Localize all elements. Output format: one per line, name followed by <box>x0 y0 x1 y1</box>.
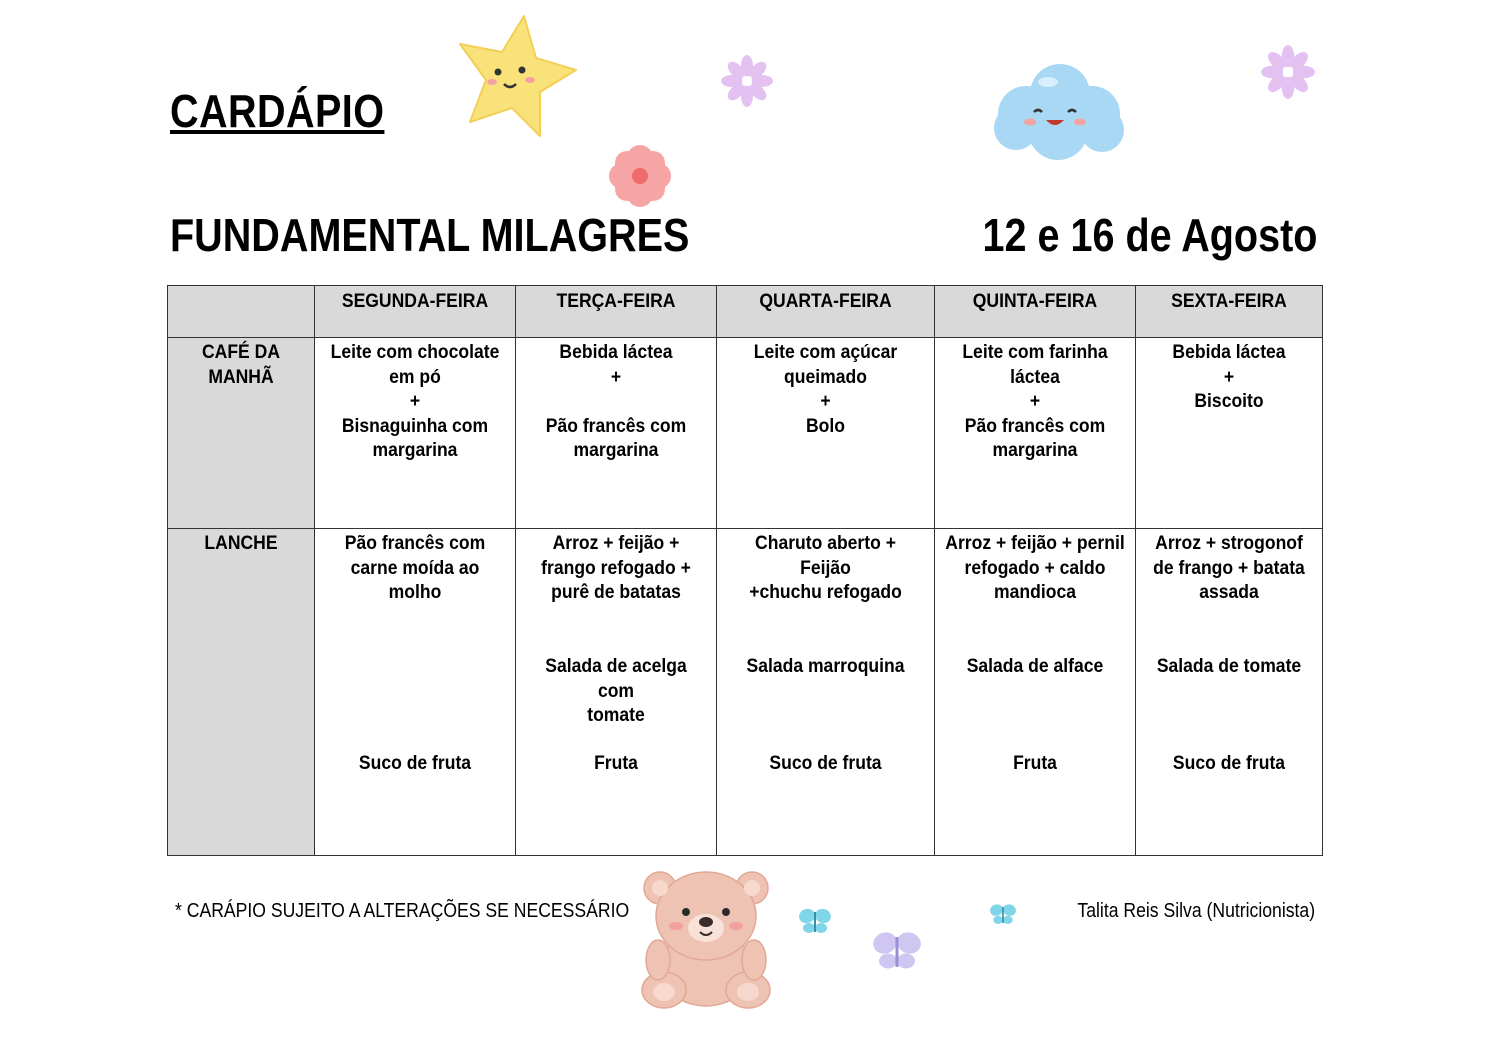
menu-cell: Leite com açúcar queimado + Bolo <box>717 338 935 529</box>
drink: Fruta <box>594 752 638 774</box>
corner-cell <box>168 286 315 338</box>
star-icon <box>452 12 580 140</box>
day-header: SEXTA-FEIRA <box>1136 286 1323 338</box>
butterfly-icon <box>988 902 1018 928</box>
menu-cell: Leite com chocolate em pó + Bisnaguinha com margarina <box>315 338 516 529</box>
salad: Salada marroquina <box>746 655 905 677</box>
butterfly-icon <box>868 928 926 976</box>
butterfly-icon <box>798 906 832 938</box>
menu-cell: Bebida láctea + Pão francês com margarina <box>516 338 717 529</box>
menu-cell <box>1136 529 1323 856</box>
nutritionist-credit: Talita Reis Silva (Nutricionista) <box>1077 900 1315 922</box>
teddy-bear-icon <box>636 862 776 1012</box>
row-label: CAFÉ DA MANHÃ <box>168 338 315 529</box>
school-name: FUNDAMENTAL MILAGRES <box>170 209 690 261</box>
table-row-cafe-da-manha <box>168 338 1323 529</box>
drink: Suco de fruta <box>358 752 472 774</box>
menu-cell <box>717 529 935 856</box>
disclaimer-note: * CARÁPIO SUJEITO A ALTERAÇÕES SE NECESSÁRIO <box>175 900 630 922</box>
day-header: SEGUNDA-FEIRA <box>315 286 516 338</box>
menu-cell <box>516 529 717 856</box>
menu-cell <box>935 529 1136 856</box>
day-header: QUINTA-FEIRA <box>935 286 1136 338</box>
main-dish: Charuto aberto + Feijão +chuchu refogado <box>749 532 902 603</box>
menu-cell: Leite com farinha láctea + Pão francês com margarina <box>935 338 1136 529</box>
day-header: QUARTA-FEIRA <box>717 286 935 338</box>
menu-cell <box>315 529 516 856</box>
table-row-lanche <box>168 529 1323 856</box>
main-dish: Pão francês com carne moída ao molho <box>344 532 486 603</box>
flower-icon <box>720 54 774 108</box>
table-header-row <box>168 286 1323 338</box>
salad: Salada de acelga com tomate <box>545 655 687 726</box>
salad: Salada de tomate <box>1156 655 1302 677</box>
menu-cell: Bebida láctea + Biscoito <box>1136 338 1323 529</box>
main-dish: Arroz + strogonof de frango + batata assada <box>1153 532 1305 603</box>
page-title: CARDÁPIO <box>170 85 385 137</box>
flower-icon <box>1260 44 1316 100</box>
menu-table <box>167 285 1323 856</box>
salad: Salada de alface <box>966 655 1104 677</box>
cloud-icon <box>988 56 1130 164</box>
drink: Suco de fruta <box>1172 752 1286 774</box>
main-dish: Arroz + feijão + frango refogado + purê de batatas <box>541 532 691 603</box>
drink: Fruta <box>1013 752 1057 774</box>
menu-date: 12 e 16 de Agosto <box>982 209 1317 261</box>
main-dish: Arroz + feijão + pernil refogado + caldo mandioca <box>945 532 1125 603</box>
drink: Suco de fruta <box>769 752 882 774</box>
row-label: LANCHE <box>168 529 315 856</box>
day-header: TERÇA-FEIRA <box>516 286 717 338</box>
flower-icon <box>606 142 674 210</box>
